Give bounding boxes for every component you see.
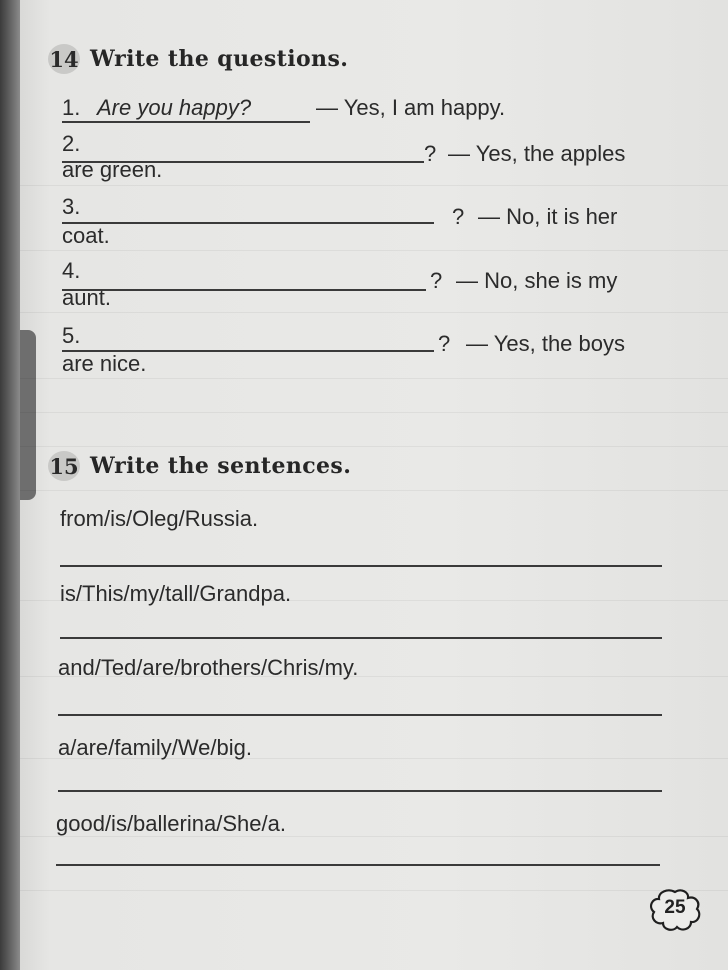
- sentence-prompt: and/Ted/are/brothers/Chris/my.: [58, 655, 359, 680]
- answer-line: [56, 864, 660, 866]
- sentence-input-2[interactable]: [60, 610, 660, 636]
- question-mark: ?: [424, 141, 437, 166]
- ruled-line: [20, 378, 728, 379]
- ruled-line: [20, 490, 728, 491]
- workbook-page: [20, 0, 728, 970]
- example-underline: [62, 121, 310, 123]
- ruled-line: [20, 890, 728, 891]
- item-number: 3.: [62, 194, 81, 219]
- answer-text-continued: aunt.: [62, 285, 111, 310]
- sentence-prompt: a/are/family/We/big.: [58, 735, 253, 760]
- exercise-title: Write the questions.: [90, 46, 349, 72]
- ruled-line: [20, 446, 728, 447]
- exercise-title: Write the sentences.: [90, 453, 352, 479]
- question-input-3[interactable]: [100, 196, 430, 222]
- item-number: 2.: [62, 131, 81, 156]
- item-number: 1.: [62, 95, 81, 120]
- answer-line: [60, 637, 662, 639]
- question-mark: ?: [438, 331, 451, 356]
- question-mark: ?: [430, 268, 443, 293]
- ruled-line: [20, 250, 728, 251]
- exercise-number-badge: 15: [48, 451, 80, 481]
- answer-line: [60, 565, 662, 567]
- sentence-prompt: from/is/Oleg/Russia.: [60, 506, 259, 531]
- exercise-number-badge: 14: [48, 44, 80, 74]
- answer-text: — No, it is her: [478, 204, 618, 229]
- sentence-prompt: good/is/ballerina/She/a.: [56, 811, 286, 836]
- answer-text-continued: are green.: [62, 157, 163, 182]
- question-input-5[interactable]: [100, 325, 420, 351]
- book-binding: [0, 0, 20, 970]
- answer-line: [58, 790, 662, 792]
- ruled-line: [20, 312, 728, 313]
- sentence-input-5[interactable]: [56, 838, 656, 864]
- question-mark: ?: [452, 204, 465, 229]
- item-number: 5.: [62, 323, 81, 348]
- page-number-badge: [648, 888, 702, 932]
- question-input-4[interactable]: [100, 260, 420, 286]
- example-answer: — Yes, I am happy.: [316, 95, 506, 120]
- answer-line: [58, 714, 662, 716]
- page-edge-tab: [20, 330, 36, 500]
- sentence-input-1[interactable]: [60, 538, 660, 564]
- exercise-15-heading: [48, 451, 351, 481]
- answer-text: — No, she is my: [456, 268, 618, 293]
- answer-text-continued: are nice.: [62, 351, 147, 376]
- answer-text: — Yes, the boys: [466, 331, 625, 356]
- item-number: 4.: [62, 258, 81, 283]
- answer-text-continued: coat.: [62, 223, 110, 248]
- ruled-line: [20, 412, 728, 413]
- sentence-input-4[interactable]: [58, 764, 658, 790]
- sentence-prompt: is/This/my/tall/Grandpa.: [60, 581, 292, 606]
- ruled-line: [20, 185, 728, 186]
- answer-text: — Yes, the apples: [448, 141, 626, 166]
- answer-line: [62, 222, 434, 224]
- page-number: 25: [664, 897, 686, 918]
- sentence-input-3[interactable]: [58, 686, 658, 712]
- question-input-2[interactable]: [100, 133, 420, 159]
- example-question: Are you happy?: [97, 95, 252, 120]
- answer-line: [62, 289, 426, 291]
- exercise-14-heading: [48, 44, 348, 74]
